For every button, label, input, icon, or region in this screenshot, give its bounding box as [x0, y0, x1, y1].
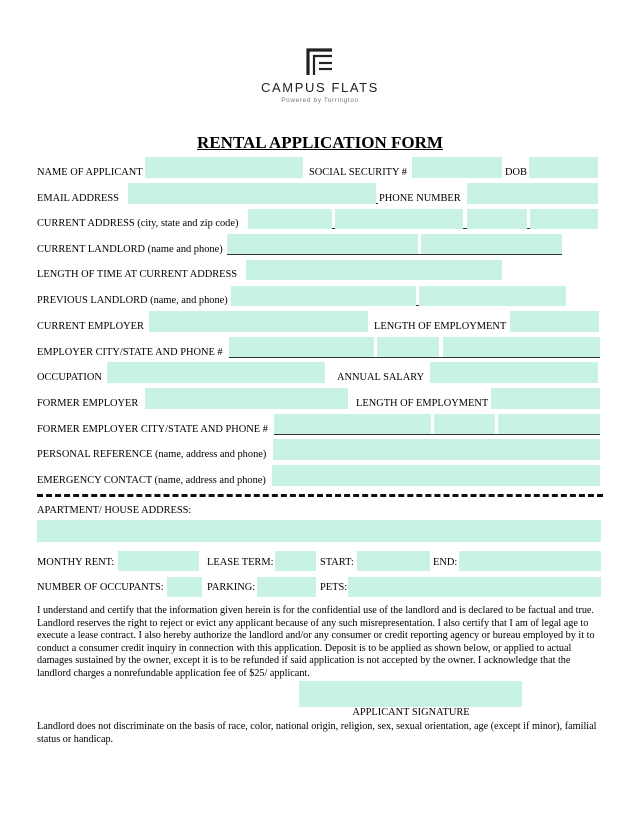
current-landlord-label: CURRENT LANDLORD (name and phone) [37, 244, 223, 255]
former-employer-phone-field[interactable] [498, 414, 600, 434]
current-address-city-field[interactable] [335, 209, 463, 229]
current-employer-label: CURRENT EMPLOYER [37, 321, 144, 332]
phone-label: PHONE NUMBER [379, 193, 461, 204]
logo [0, 48, 640, 81]
applicant-signature-field[interactable] [299, 681, 522, 707]
ssn-field[interactable] [412, 157, 502, 178]
annual-salary-label: ANNUAL SALARY [337, 372, 425, 383]
current-landlord-name-field[interactable] [227, 234, 418, 254]
applicant-signature-label: APPLICANT SIGNATURE [352, 707, 470, 718]
current-landlord-phone-field[interactable] [421, 234, 562, 254]
employer-state-field[interactable] [377, 337, 439, 357]
end-label: END: [433, 557, 458, 568]
occupants-field[interactable] [167, 577, 202, 597]
parking-field[interactable] [257, 577, 316, 597]
occupation-field[interactable] [107, 362, 325, 383]
previous-landlord-phone-field[interactable] [419, 286, 566, 306]
employer-city-field[interactable] [229, 337, 374, 357]
parking-label: PARKING: [207, 582, 256, 593]
name-of-applicant-label: NAME OF APPLICANT [37, 167, 143, 178]
employer-phone-field[interactable] [443, 337, 600, 357]
underline [229, 357, 600, 358]
email-label: EMAIL ADDRESS [37, 193, 119, 204]
lease-term-label: LEASE TERM: [207, 557, 274, 568]
current-address-state-field[interactable] [467, 209, 527, 229]
personal-reference-label: PERSONAL REFERENCE (name, address and phone) [37, 449, 267, 460]
current-address-street-field[interactable] [248, 209, 332, 229]
emergency-contact-field[interactable] [272, 465, 600, 486]
logo-tagline: Powered by Torrington [281, 97, 359, 104]
length-employment-label: LENGTH OF EMPLOYMENT [374, 321, 507, 332]
occupation-label: OCCUPATION [37, 372, 102, 383]
form-title: RENTAL APPLICATION FORM [197, 133, 443, 152]
logo-name: CAMPUS FLATS [261, 80, 379, 95]
underline [274, 434, 600, 435]
name-of-applicant-field[interactable] [145, 157, 303, 178]
previous-landlord-name-field[interactable] [231, 286, 416, 306]
pets-label: PETS: [320, 582, 348, 593]
occupants-label: NUMBER OF OCCUPANTS: [37, 582, 164, 593]
end-field[interactable] [459, 551, 601, 571]
dob-field[interactable] [529, 157, 598, 178]
apartment-address-label: APARTMENT/ HOUSE ADDRESS: [37, 505, 192, 516]
ssn-label: SOCIAL SECURITY # [309, 167, 407, 178]
former-employer-label: FORMER EMPLOYER [37, 398, 139, 409]
emergency-contact-label: EMERGENCY CONTACT (name, address and phone) [37, 475, 266, 486]
apartment-address-field[interactable] [37, 520, 601, 542]
current-address-zip-field[interactable] [530, 209, 598, 229]
underline [227, 254, 562, 255]
personal-reference-field[interactable] [273, 439, 600, 460]
dob-label: DOB [505, 167, 527, 178]
former-employer-field[interactable] [145, 388, 348, 409]
pets-field[interactable] [348, 577, 601, 597]
former-length-employment-field[interactable] [491, 388, 600, 409]
certification-text: I understand and certify that the information given herein is for the confidential use of the landlord and is declared to be factual and true. Landlord reserves the right to reject or evict any applicant because of any such misrepresentation. I also certify that I am of legal age to execute a lease contract. I also hereby authorize the landlord and/or any consumer or credit reporting agency or bureau employed by it to conduct a consumer credit inquiry in connection with this application. Deposit is to be applied as shown below, or applied to actual damages sustained by the owner, except it is to be refunded if said application is not accepted by the owner. I acknowledge that the landlord charges a nonrefundable application fee of $25/ applicant. [37, 605, 595, 679]
start-label: START: [320, 557, 354, 568]
current-employer-field[interactable] [149, 311, 368, 332]
campus-flats-logo-icon [305, 48, 335, 76]
previous-landlord-label: PREVIOUS LANDLORD (name, and phone) [37, 295, 228, 306]
former-employer-city-field[interactable] [274, 414, 431, 434]
monthly-rent-field[interactable] [118, 551, 199, 571]
lease-term-field[interactable] [275, 551, 316, 571]
monthly-rent-label: MONTHY RENT: [37, 557, 115, 568]
email-field[interactable] [128, 183, 376, 204]
start-field[interactable] [357, 551, 430, 571]
phone-field[interactable] [467, 183, 598, 204]
nondiscrimination-text: Landlord does not discriminate on the basis of race, color, national origin, religion, sex, sexual orientation, age (except if minor), familial status or handicap. [37, 721, 597, 745]
former-employer-city-label: FORMER EMPLOYER CITY/STATE AND PHONE # [37, 424, 268, 435]
dashed-divider [37, 494, 603, 497]
current-address-label: CURRENT ADDRESS (city, state and zip code) [37, 218, 239, 229]
employer-city-label: EMPLOYER CITY/STATE AND PHONE # [37, 347, 223, 358]
annual-salary-field[interactable] [430, 362, 598, 383]
former-employer-state-field[interactable] [434, 414, 495, 434]
length-current-label: LENGTH OF TIME AT CURRENT ADDRESS [37, 269, 238, 280]
former-length-employment-label: LENGTH OF EMPLOYMENT [356, 398, 489, 409]
length-employment-field[interactable] [510, 311, 599, 332]
length-current-field[interactable] [246, 260, 502, 280]
